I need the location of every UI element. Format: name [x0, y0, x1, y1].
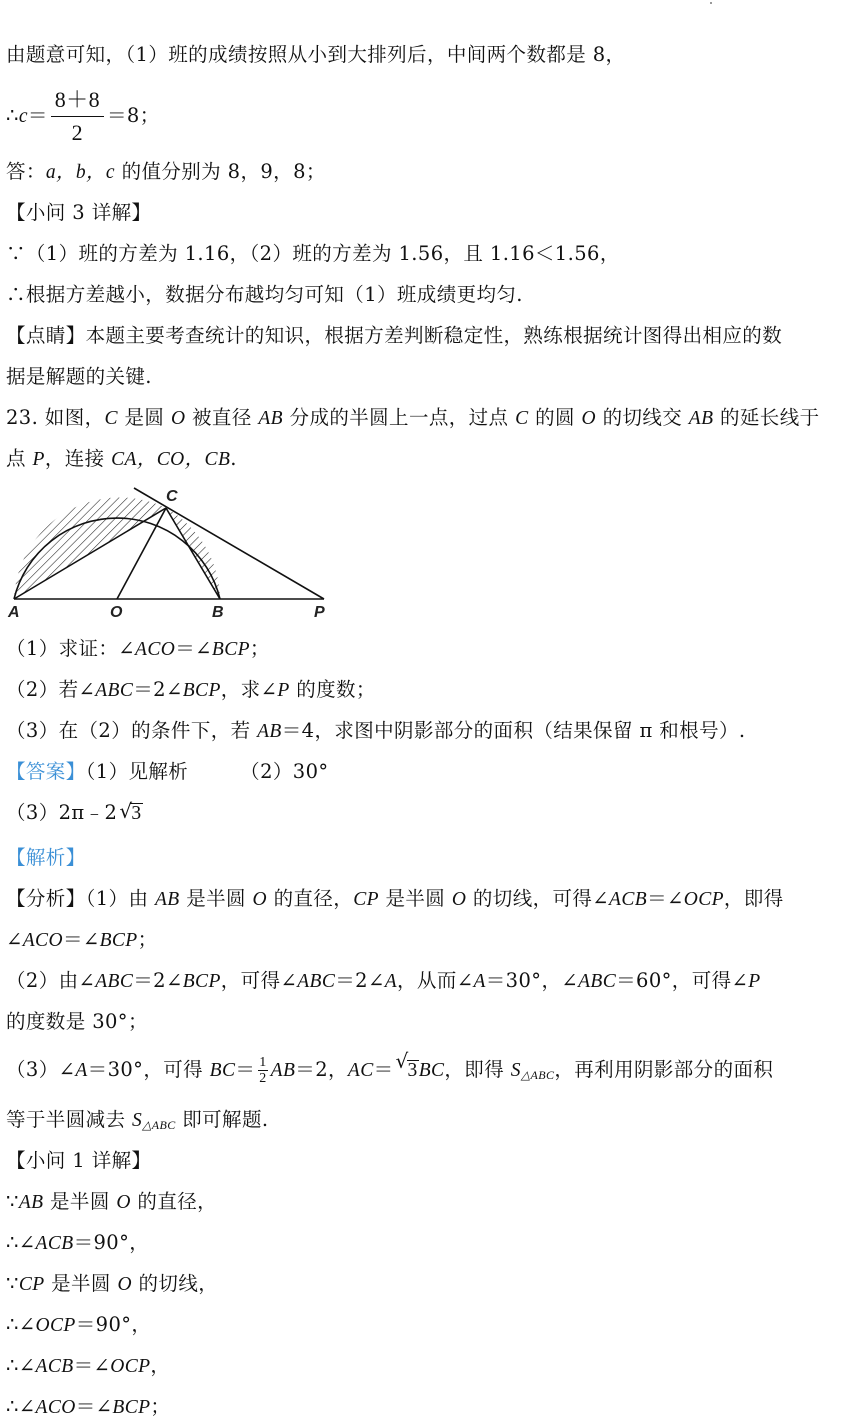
text-line: ∴根据方差越小，数据分布越均匀可知（1）班成绩更均匀. [6, 283, 523, 306]
proof-step: ∵AB 是半圆 O 的直径， [6, 1190, 218, 1213]
tangent-cp [134, 488, 324, 599]
fraction-equation: ∴c＝ $\frac{8+8}{2}$ ＝8； [6, 84, 833, 149]
fraction: $\frac{8+8}{2}$ [51, 84, 104, 149]
proof-step: ∴∠ACB＝90°， [6, 1231, 150, 1254]
sqrt: √ 3 [395, 1049, 418, 1081]
label-c: C [166, 488, 178, 505]
analysis-line: （3）∠A＝30°，可得 BC＝ $\frac{1}{2}$ AB＝2，AC＝ √ 3BC，即得 $S_{\triangle ABC}$，再利用阴影部分的面积 [6, 1050, 833, 1095]
proof-step: ∴∠OCP＝90°， [6, 1313, 152, 1336]
geometry-figure [6, 483, 336, 623]
analysis-line: （2）由∠ABC＝2∠BCP，可得∠ABC＝2∠A，从而∠A＝30°，∠ABC＝60°，可得∠P [6, 969, 761, 992]
label-b: B [212, 604, 224, 621]
analysis-line: 的度数是 30°； [6, 1010, 148, 1033]
analysis-line: 等于半圆减去 $S_{\triangle ABC}$ 即可解题. [6, 1108, 269, 1132]
question-stem: 点 P，连接 CA，CO，CB. [6, 447, 237, 470]
analysis-line: 【分析】（1）由 AB 是半圆 O 的直径，CP 是半圆 O 的切线，可得∠ACB＝∠OCP，即得 [6, 887, 784, 910]
label-a: A [8, 604, 20, 621]
corner-speck [710, 2, 712, 4]
sub-question-1: （1）求证：∠ACO＝∠BCP； [6, 637, 270, 660]
question-stem: 23. 如图，C 是圆 O 被直径 AB 分成的半圆上一点，过点 C 的圆 O 的切线交 AB 的延长线于 [6, 406, 820, 429]
answer-tag: 【答案】 [6, 760, 86, 783]
proof-step: ∴∠ACO＝∠BCP； [6, 1395, 171, 1418]
answer-line: 【答案】（1）见解析 （2）30° [6, 760, 329, 783]
analysis-tag: 【解析】 [6, 846, 86, 869]
text-line: 由题意可知，（1）班的成绩按照从小到大排列后，中间两个数都是 8， [6, 43, 626, 66]
label-p: P [314, 604, 325, 621]
text-line: ∵（1）班的方差为 1.16，（2）班的方差为 1.56，且 1.16＜1.56， [6, 242, 620, 265]
answer-line: 答：a，b，c 的值分别为 8，9，8； [6, 160, 326, 183]
fraction: $\frac{1}{2}$ [259, 1055, 267, 1086]
sub-question-3: （3）在（2）的条件下，若 AB＝4，求图中阴影部分的面积（结果保留 π 和根号）. [6, 719, 746, 742]
section-heading: 【小问 3 详解】 [6, 201, 152, 224]
label-o: O [110, 604, 123, 621]
sqrt: √ 3 [119, 799, 142, 824]
answer-line: （3）2π﹣2 √ 3 [6, 799, 142, 824]
text-line: 据是解题的关键. [6, 365, 152, 388]
analysis-line: ∠ACO＝∠BCP； [6, 928, 158, 951]
proof-step: ∵CP 是半圆 O 的切线， [6, 1272, 219, 1295]
sub-question-2: （2）若∠ABC＝2∠BCP，求∠P 的度数； [6, 678, 376, 701]
shaded-segment-ac [14, 497, 166, 599]
section-heading: 【小问 1 详解】 [6, 1149, 152, 1172]
proof-step: ∴∠ACB＝∠OCP， [6, 1354, 171, 1377]
text-line: 【点睛】本题主要考查统计的知识，根据方差判断稳定性，熟练根据统计图得出相应的数 [6, 324, 783, 347]
